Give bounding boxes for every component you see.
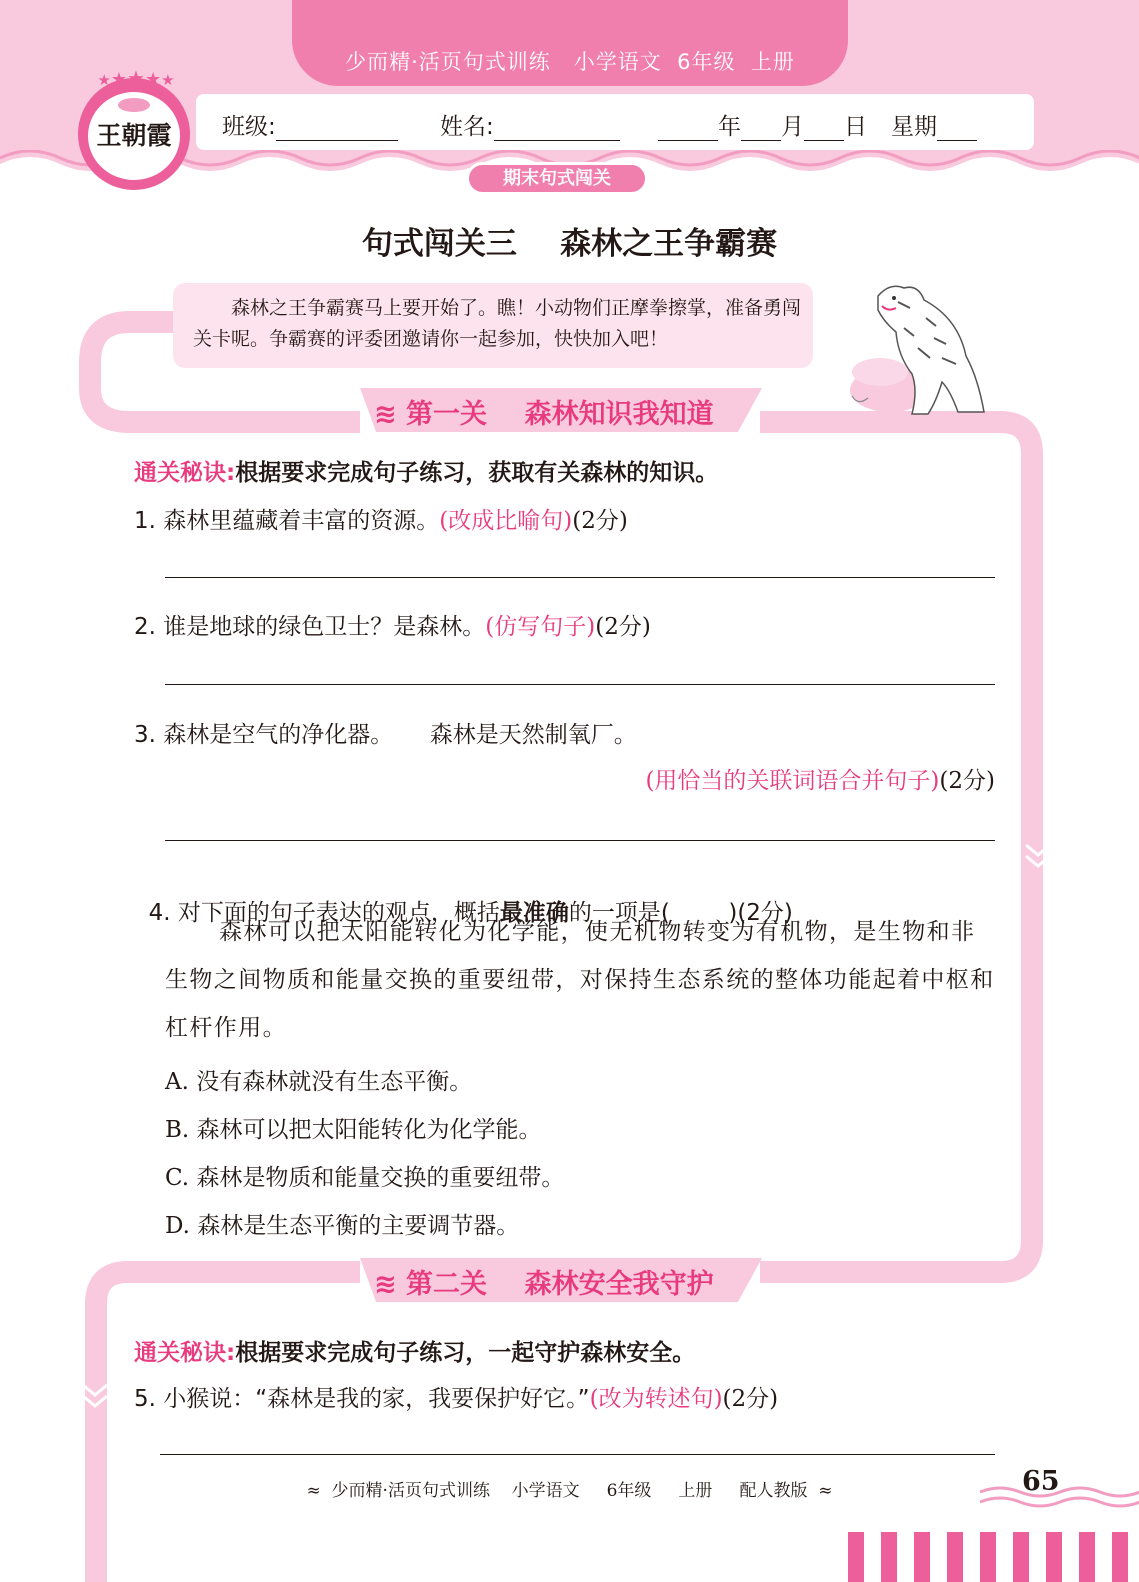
question-2 <box>134 608 651 641</box>
footer-stripe <box>881 1532 897 1582</box>
class-blank[interactable] <box>276 117 398 141</box>
class-field[interactable] <box>222 108 398 141</box>
stage-badge: 期末句式闯关 <box>466 162 648 195</box>
answer-line-2[interactable] <box>165 684 995 685</box>
tiger-illustration <box>838 278 988 418</box>
question-3-requirement <box>645 762 995 795</box>
option-d[interactable]: D. 森林是生态平衡的主要调节器。 <box>165 1213 520 1239</box>
class-label: 班级: <box>222 114 276 140</box>
question-5-hint: (改为转述句) <box>589 1386 723 1412</box>
section2-tip <box>134 1334 695 1367</box>
logo-name: 王朝霞 <box>96 121 172 150</box>
section1-header <box>360 388 762 432</box>
month-label: 月 <box>781 114 804 140</box>
footer-stripe <box>980 1532 996 1582</box>
question-3-score: (2分) <box>939 768 995 794</box>
weekday-blank[interactable] <box>937 117 977 141</box>
footer-stripe <box>1079 1532 1095 1582</box>
answer-line-3[interactable] <box>165 840 995 841</box>
question-5-score: (2分) <box>722 1386 779 1412</box>
month-blank[interactable] <box>741 117 781 141</box>
footer-stripe <box>848 1532 864 1582</box>
section2-tip-label: 通关秘诀: <box>134 1340 236 1366</box>
name-blank[interactable] <box>494 117 620 141</box>
section1-title: ≋ 第一关 森林知识我知道 <box>374 399 714 430</box>
question-2-score: (2分) <box>595 614 651 640</box>
page-number: 65 <box>1022 1466 1060 1497</box>
section1-tip-label: 通关秘诀: <box>134 460 236 486</box>
question-3-hint: (用恰当的关联词语合并句子) <box>645 768 940 794</box>
question-4-text-bold: 最准确 <box>499 900 569 926</box>
section2-tip-text: 根据要求完成句子练习，一起守护森林安全。 <box>235 1340 696 1366</box>
section1-tip-text: 根据要求完成句子练习，获取有关森林的知识。 <box>235 460 719 486</box>
question-5 <box>134 1380 778 1413</box>
question-2-hint: (仿写句子) <box>485 614 596 640</box>
footer-stripe <box>914 1532 930 1582</box>
footer-line <box>160 1454 995 1455</box>
series-title: 少而精·活页句式训练 小学语文 6年级 上册 <box>345 50 795 74</box>
footer-stripe <box>1013 1532 1029 1582</box>
date-field[interactable] <box>658 108 977 141</box>
option-a[interactable]: A. 没有森林就没有生态平衡。 <box>165 1069 473 1095</box>
lotus-icon <box>118 98 150 112</box>
question-1-hint: (改成比喻句) <box>439 508 573 534</box>
name-label: 姓名: <box>440 114 494 140</box>
answer-line-1[interactable] <box>165 577 995 578</box>
footer-stripe <box>1112 1532 1128 1582</box>
section2-header <box>360 1258 762 1302</box>
question-1-score: (2分) <box>572 508 628 534</box>
question-1 <box>134 502 628 535</box>
option-b[interactable]: B. 森林可以把太阳能转化为化学能。 <box>165 1117 542 1143</box>
weekday-label: 星期 <box>891 114 937 140</box>
footer-stripe <box>947 1532 963 1582</box>
day-blank[interactable] <box>804 117 844 141</box>
option-c[interactable]: C. 森林是物质和能量交换的重要纽带。 <box>165 1165 565 1191</box>
day-label: 日 <box>844 114 867 140</box>
footer-stripe <box>1046 1532 1062 1582</box>
question-5-text: 5. 小猴说：“森林是我的家，我要保护好它。” <box>134 1386 590 1412</box>
year-label: 年 <box>718 114 741 140</box>
question-1-text: 1. 森林里蕴藏着丰富的资源。 <box>134 508 440 534</box>
question-2-text: 2. 谁是地球的绿色卫士？是森林。 <box>134 614 486 640</box>
question-3-text: 3. 森林是空气的净化器。 森林是天然制氧厂。 <box>134 722 637 748</box>
logo-stars-icon: ★★★★★ <box>97 66 175 90</box>
page-title: 句式闯关三 森林之王争霸赛 <box>361 226 778 262</box>
footer-text: ≈ 少而精·活页句式训练 小学语文 6年级 上册 配人教版 ≈ <box>306 1481 833 1501</box>
name-field[interactable] <box>440 108 620 141</box>
question-4-passage: 森林可以把太阳能转化为化学能，使无机物转变为有机物，是生物和非生物之间物质和能量交换的重要纽带，对保持生态系统的整体功能起着中枢和杠杆作用。 <box>165 919 995 1041</box>
year-blank[interactable] <box>658 117 718 141</box>
intro-text: 森林之王争霸赛马上要开始了。瞧！小动物们正摩拳擦掌，准备勇闯关卡呢。争霸赛的评委团邀请你一起参加，快快加入吧！ <box>193 297 802 350</box>
question-4-text-before: 4. 对下面的句子表达的观点，概括 <box>148 900 500 926</box>
section2-title: ≋ 第二关 森林安全我守护 <box>374 1269 714 1300</box>
section1-tip <box>134 454 718 487</box>
question-4-text-after: 的一项是( )(2分) <box>568 900 793 926</box>
